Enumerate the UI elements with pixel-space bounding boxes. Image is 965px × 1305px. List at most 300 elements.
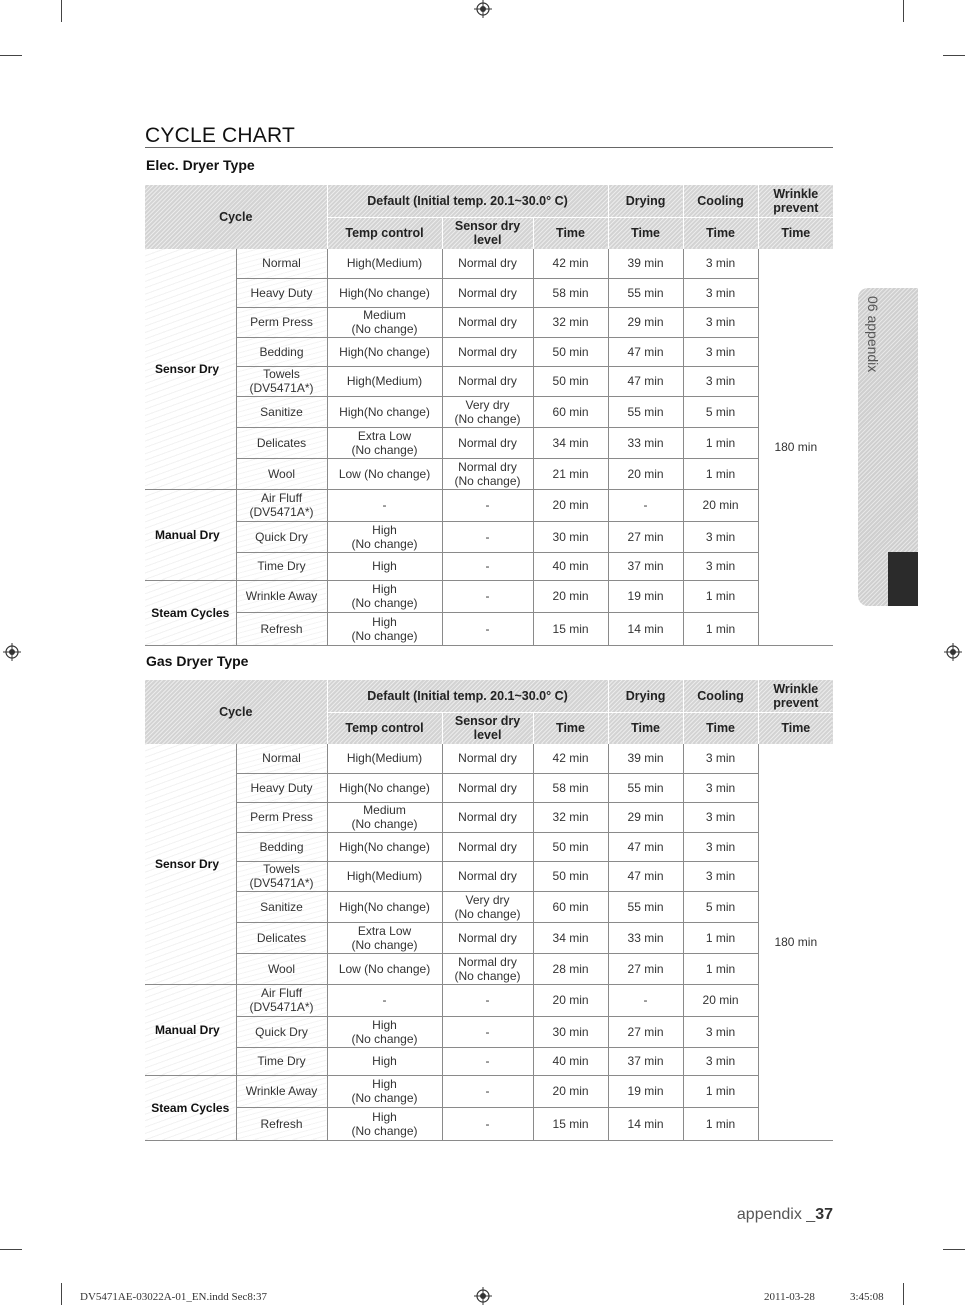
cycle-name-text: Perm Press [250, 315, 313, 329]
cooling-time [683, 489, 758, 521]
cooling-time-text: 3 min [705, 529, 736, 544]
temp-control-text: High [372, 614, 397, 629]
sensor-dry-level-text: - [485, 621, 490, 636]
cycle-name [236, 1107, 327, 1140]
drying-time [608, 1016, 683, 1047]
cooling-time-text: 5 min [705, 404, 736, 419]
cooling-time [683, 458, 758, 489]
cycle-time-text: 50 min [552, 869, 589, 883]
temp-control [327, 278, 442, 307]
drying-time [608, 1107, 683, 1140]
cycle-name [236, 366, 327, 396]
cycle-time-text: 20 min [552, 1084, 589, 1098]
drying-time [608, 773, 683, 802]
sensor-dry-level-subtext: (No change) [454, 473, 521, 488]
cycle-time [533, 337, 608, 366]
header-cooling: Cooling [683, 185, 758, 217]
table-row [145, 521, 833, 552]
drying-time [608, 612, 683, 645]
sensor-dry-level-text: - [485, 1054, 490, 1068]
elec-cycle-table [145, 185, 833, 646]
temp-control [327, 1016, 442, 1047]
cycle-time-text: 20 min [552, 993, 589, 1007]
cycle-time-text: 50 min [552, 374, 589, 388]
crop-mark [61, 1283, 62, 1305]
header-temp-control: Temp control [327, 712, 442, 744]
cycle-time [533, 832, 608, 861]
sensor-dry-level-text: - [485, 559, 490, 573]
header-sensor-dry-level: Sensor dry level [442, 217, 533, 249]
sensor-dry-level-text: Normal dry [458, 285, 517, 300]
drying-time [608, 249, 683, 278]
temp-control [327, 832, 442, 861]
sensor-dry-level-text: - [485, 1116, 490, 1131]
cycle-time [533, 249, 608, 278]
cycle-time-text: 42 min [552, 256, 589, 271]
temp-control [327, 891, 442, 922]
table-row [145, 612, 833, 645]
drying-time [608, 337, 683, 366]
temp-control-text: High(No change) [339, 404, 430, 419]
cycle-time-text: 30 min [552, 1024, 589, 1039]
cooling-time [683, 1047, 758, 1075]
cooling-time [683, 427, 758, 458]
cycle-time [533, 396, 608, 427]
sensor-dry-level [442, 953, 533, 984]
temp-control [327, 1075, 442, 1107]
sensor-dry-level [442, 521, 533, 552]
sensor-dry-level-text: - [485, 1024, 490, 1039]
cooling-time-text: 1 min [705, 930, 736, 945]
table-row [145, 427, 833, 458]
cooling-time [683, 307, 758, 337]
cooling-time-text: 1 min [705, 466, 736, 481]
drying-time-text: 27 min [627, 961, 664, 976]
cycle-name-text: Bedding [259, 344, 304, 359]
sensor-dry-level-text: - [485, 993, 490, 1007]
temp-control-subtext: (No change) [351, 442, 418, 457]
sensor-dry-level [442, 580, 533, 612]
cycle-group-manual: Manual Dry [145, 984, 236, 1075]
cycle-time [533, 278, 608, 307]
drying-time-text: 29 min [627, 315, 664, 329]
cooling-time [683, 1016, 758, 1047]
header-temp-control: Temp control [327, 217, 442, 249]
temp-control-text: Extra Low [357, 428, 412, 443]
cycle-name-text: Wrinkle Away [245, 589, 318, 603]
page-number: 37 [815, 1206, 833, 1223]
temp-control-text: High(No change) [339, 285, 430, 300]
cycle-time-text: 15 min [552, 621, 589, 636]
cycle-time-text: 21 min [552, 466, 589, 481]
sensor-dry-level [442, 307, 533, 337]
table-row [145, 832, 833, 861]
cooling-time-text: 1 min [705, 1116, 736, 1131]
sensor-dry-level-subtext: (No change) [454, 411, 521, 426]
cycle-time-text: 32 min [552, 315, 589, 329]
drying-time [608, 984, 683, 1016]
temp-control [327, 612, 442, 645]
crop-mark [903, 0, 904, 22]
cycle-time-text: 60 min [552, 404, 589, 419]
drying-time [608, 427, 683, 458]
wrinkle-prevent-time: 180 min [758, 744, 833, 1140]
sensor-dry-level-text: - [485, 498, 490, 512]
header-default: Default (Initial temp. 20.1~30.0° C) [327, 185, 608, 217]
cooling-time-text: 3 min [705, 315, 736, 329]
drying-time-text: 47 min [627, 374, 664, 388]
table-row [145, 922, 833, 953]
table-row [145, 1016, 833, 1047]
temp-control-text: High(Medium) [346, 256, 423, 271]
cycle-time-text: 58 min [552, 780, 589, 795]
cycle-time-text: 50 min [552, 839, 589, 854]
drying-time [608, 1047, 683, 1075]
slug-date: 2011-03-28 [764, 1291, 815, 1303]
drying-time-text: 33 min [627, 435, 664, 450]
temp-control-text: High [372, 522, 397, 537]
drying-time [608, 580, 683, 612]
cycle-group-manual: Manual Dry [145, 489, 236, 580]
cycle-time-text: 34 min [552, 930, 589, 945]
cycle-name-text: Quick Dry [255, 529, 308, 544]
sensor-dry-level-text: Normal dry [458, 780, 517, 795]
cycle-time [533, 922, 608, 953]
sensor-dry-level [442, 612, 533, 645]
table-row [145, 773, 833, 802]
sensor-dry-level-text: Normal dry [458, 930, 517, 945]
drying-time [608, 953, 683, 984]
cycle-time-text: 20 min [552, 589, 589, 603]
temp-control [327, 249, 442, 278]
cooling-time [683, 337, 758, 366]
crop-mark [0, 55, 22, 56]
cycle-group-steam: Steam Cycles [145, 580, 236, 645]
sensor-dry-level-subtext: (No change) [454, 906, 521, 921]
cooling-time-text: 1 min [705, 435, 736, 450]
title-rule [145, 147, 833, 148]
table-row [145, 552, 833, 580]
cycle-time [533, 521, 608, 552]
drying-time-text: 19 min [627, 589, 664, 603]
cycle-name [236, 396, 327, 427]
drying-time-text: 55 min [627, 285, 664, 300]
cooling-time-text: 3 min [705, 285, 736, 300]
table-row [145, 1047, 833, 1075]
drying-time-text: 55 min [627, 404, 664, 419]
crop-mark [61, 0, 62, 22]
cycle-time [533, 802, 608, 832]
footer-section: appendix _ [736, 1206, 816, 1223]
temp-control [327, 802, 442, 832]
table-row [145, 489, 833, 521]
cycle-time-text: 30 min [552, 529, 589, 544]
temp-control-text: High [372, 559, 397, 573]
drying-time [608, 891, 683, 922]
drying-time-text: - [643, 993, 648, 1007]
drying-time [608, 832, 683, 861]
cooling-time [683, 744, 758, 773]
sensor-dry-level-text: Normal dry [458, 810, 517, 824]
sensor-dry-level-subtext: (No change) [454, 968, 521, 983]
cycle-name [236, 922, 327, 953]
cycle-name-text: Sanitize [260, 404, 303, 419]
cooling-time [683, 1075, 758, 1107]
temp-control-text: High [372, 1109, 397, 1124]
cycle-name [236, 249, 327, 278]
drying-time-text: 47 min [627, 869, 664, 883]
cooling-time [683, 922, 758, 953]
drying-time-text: 20 min [627, 466, 664, 481]
drying-time-text: 37 min [627, 559, 664, 573]
cycle-name [236, 832, 327, 861]
sensor-dry-level [442, 427, 533, 458]
cycle-name [236, 861, 327, 891]
sensor-dry-level [442, 337, 533, 366]
cycle-name-text: Time Dry [257, 559, 306, 573]
cooling-time-text: 3 min [705, 810, 736, 824]
cycle-name [236, 552, 327, 580]
registration-mark-icon [3, 643, 21, 661]
cycle-name-text: Delicates [256, 930, 307, 945]
cooling-time [683, 802, 758, 832]
sensor-dry-level [442, 458, 533, 489]
sensor-dry-level-text: - [485, 1084, 490, 1098]
slug-filename: DV5471AE-03022A-01_EN.indd Sec8:37 [80, 1291, 267, 1303]
cycle-name-text: Time Dry [257, 1054, 306, 1068]
drying-time [608, 278, 683, 307]
temp-control [327, 489, 442, 521]
cooling-time-text: 1 min [705, 621, 736, 636]
cooling-time [683, 552, 758, 580]
side-tab-label: 06 appendix [865, 296, 881, 373]
cycle-name-text: Towels [263, 367, 300, 381]
temp-control [327, 580, 442, 612]
sensor-dry-level [442, 922, 533, 953]
temp-control [327, 1047, 442, 1075]
sensor-dry-level-text: Normal dry [458, 315, 517, 329]
sensor-dry-level-text: - [485, 529, 490, 544]
cycle-name-text: Refresh [260, 621, 303, 636]
cycle-name [236, 1075, 327, 1107]
temp-control [327, 427, 442, 458]
temp-control [327, 984, 442, 1016]
sensor-dry-level [442, 984, 533, 1016]
drying-time-text: 39 min [627, 256, 664, 271]
cycle-time [533, 552, 608, 580]
sensor-dry-level [442, 802, 533, 832]
cycle-name [236, 307, 327, 337]
drying-time [608, 744, 683, 773]
temp-control-text: High(No change) [339, 899, 430, 914]
temp-control-subtext: (No change) [351, 1123, 418, 1138]
drying-time [608, 802, 683, 832]
cycle-time-text: 20 min [552, 498, 589, 512]
table-row [145, 337, 833, 366]
cycle-name [236, 521, 327, 552]
header-wrinkle-time: Time [758, 217, 833, 249]
cycle-name [236, 580, 327, 612]
cooling-time-text: 20 min [702, 993, 739, 1007]
sensor-dry-level-text: Normal dry [458, 374, 517, 388]
cycle-name [236, 1016, 327, 1047]
registration-mark-icon [474, 0, 492, 18]
header-cooling-time: Time [683, 712, 758, 744]
drying-time-text: 27 min [627, 529, 664, 544]
drying-time-text: - [643, 498, 648, 512]
temp-control [327, 396, 442, 427]
cycle-time-text: 58 min [552, 285, 589, 300]
chapter-side-tab [858, 288, 918, 606]
cycle-name-text: Delicates [256, 435, 307, 450]
drying-time-text: 47 min [627, 344, 664, 359]
cooling-time [683, 861, 758, 891]
cycle-name [236, 427, 327, 458]
header-cycle: Cycle [145, 680, 327, 744]
cycle-name-text: Heavy Duty [250, 780, 313, 795]
cycle-time [533, 891, 608, 922]
cycle-name-subtext: (DV5471A*) [249, 876, 314, 890]
table-row [145, 984, 833, 1016]
crop-mark [943, 55, 965, 56]
temp-control [327, 744, 442, 773]
temp-control-text: High [372, 582, 397, 596]
drying-time-text: 29 min [627, 810, 664, 824]
sensor-dry-level [442, 489, 533, 521]
cycle-name [236, 337, 327, 366]
cycle-name [236, 984, 327, 1016]
temp-control-text: High(No change) [339, 839, 430, 854]
temp-control-text: High(No change) [339, 344, 430, 359]
cooling-time [683, 521, 758, 552]
cooling-time-text: 3 min [705, 344, 736, 359]
sensor-dry-level [442, 1075, 533, 1107]
sensor-dry-level [442, 278, 533, 307]
temp-control-text: High [372, 1054, 397, 1068]
cycle-name [236, 891, 327, 922]
cycle-name-text: Quick Dry [255, 1024, 308, 1039]
temp-control-text: Extra Low [357, 923, 412, 938]
crop-mark [903, 1283, 904, 1305]
cycle-name-subtext: (DV5471A*) [249, 505, 314, 519]
sensor-dry-level-text: Normal dry [458, 751, 517, 766]
cycle-name [236, 744, 327, 773]
sensor-dry-level-text: - [485, 589, 490, 603]
registration-mark-icon [944, 643, 962, 661]
table-row [145, 1075, 833, 1107]
cycle-time [533, 1047, 608, 1075]
temp-control-subtext: (No change) [351, 1031, 418, 1046]
drying-time-text: 55 min [627, 899, 664, 914]
temp-control-text: Medium [363, 803, 406, 817]
cycle-name [236, 802, 327, 832]
wrinkle-prevent-time: 180 min [758, 249, 833, 645]
cycle-time-text: 50 min [552, 344, 589, 359]
drying-time [608, 861, 683, 891]
temp-control [327, 773, 442, 802]
drying-time [608, 458, 683, 489]
cycle-name-text: Normal [262, 751, 301, 766]
slug-time: 3:45:08 [850, 1291, 884, 1303]
sensor-dry-level-text: Normal dry [458, 344, 517, 359]
temp-control-subtext: (No change) [351, 937, 418, 952]
sensor-dry-level-text: Normal dry [458, 435, 517, 450]
cycle-time [533, 744, 608, 773]
drying-time-text: 14 min [627, 621, 664, 636]
drying-time [608, 396, 683, 427]
header-wrinkle-prevent: Wrinkle prevent [758, 680, 833, 712]
temp-control-text: High [372, 1077, 397, 1091]
cooling-time [683, 891, 758, 922]
cooling-time [683, 580, 758, 612]
table-row [145, 396, 833, 427]
cycle-time [533, 612, 608, 645]
cooling-time-text: 3 min [705, 780, 736, 795]
temp-control-text: High [372, 1017, 397, 1032]
cooling-time [683, 1107, 758, 1140]
crop-mark [943, 1249, 965, 1250]
cycle-name-text: Wrinkle Away [245, 1084, 318, 1098]
side-tab-marker [888, 552, 918, 606]
cycle-name-subtext: (DV5471A*) [249, 381, 314, 395]
temp-control-text: High(No change) [339, 780, 430, 795]
header-wrinkle-time: Time [758, 712, 833, 744]
header-cycle: Cycle [145, 185, 327, 249]
header-drying: Drying [608, 185, 683, 217]
cycle-time [533, 1075, 608, 1107]
cooling-time [683, 249, 758, 278]
table-row [145, 744, 833, 773]
sensor-dry-level [442, 1016, 533, 1047]
sensor-dry-level [442, 366, 533, 396]
temp-control-subtext: (No change) [351, 536, 418, 551]
cycle-name [236, 612, 327, 645]
sensor-dry-level [442, 861, 533, 891]
cycle-name-text: Air Fluff [260, 491, 303, 505]
sensor-dry-level [442, 396, 533, 427]
cooling-time-text: 3 min [705, 256, 736, 271]
cooling-time-text: 1 min [705, 589, 736, 603]
cycle-time [533, 861, 608, 891]
cycle-name-text: Bedding [259, 839, 304, 854]
table-row [145, 307, 833, 337]
sensor-dry-level-text: Normal dry [458, 869, 517, 883]
gas-section-title: Gas Dryer Type [146, 653, 249, 669]
cooling-time-text: 3 min [705, 751, 736, 766]
cycle-name [236, 953, 327, 984]
cycle-time-text: 15 min [552, 1116, 589, 1131]
table-row [145, 1107, 833, 1140]
cycle-time [533, 489, 608, 521]
cycle-time-text: 42 min [552, 751, 589, 766]
temp-control [327, 307, 442, 337]
cooling-time-text: 3 min [705, 839, 736, 854]
cycle-time-text: 60 min [552, 899, 589, 914]
cycle-name-text: Normal [262, 256, 301, 271]
drying-time-text: 27 min [627, 1024, 664, 1039]
cycle-time [533, 458, 608, 489]
cycle-time [533, 1107, 608, 1140]
table-row [145, 249, 833, 278]
cycle-group-sensor: Sensor Dry [145, 744, 236, 984]
sensor-dry-level-text: Normal dry [458, 954, 517, 969]
cooling-time [683, 278, 758, 307]
drying-time-text: 33 min [627, 930, 664, 945]
cooling-time-text: 3 min [705, 1054, 736, 1068]
cooling-time [683, 773, 758, 802]
sensor-dry-level-text: Normal dry [458, 459, 517, 474]
temp-control-text: - [382, 993, 387, 1007]
